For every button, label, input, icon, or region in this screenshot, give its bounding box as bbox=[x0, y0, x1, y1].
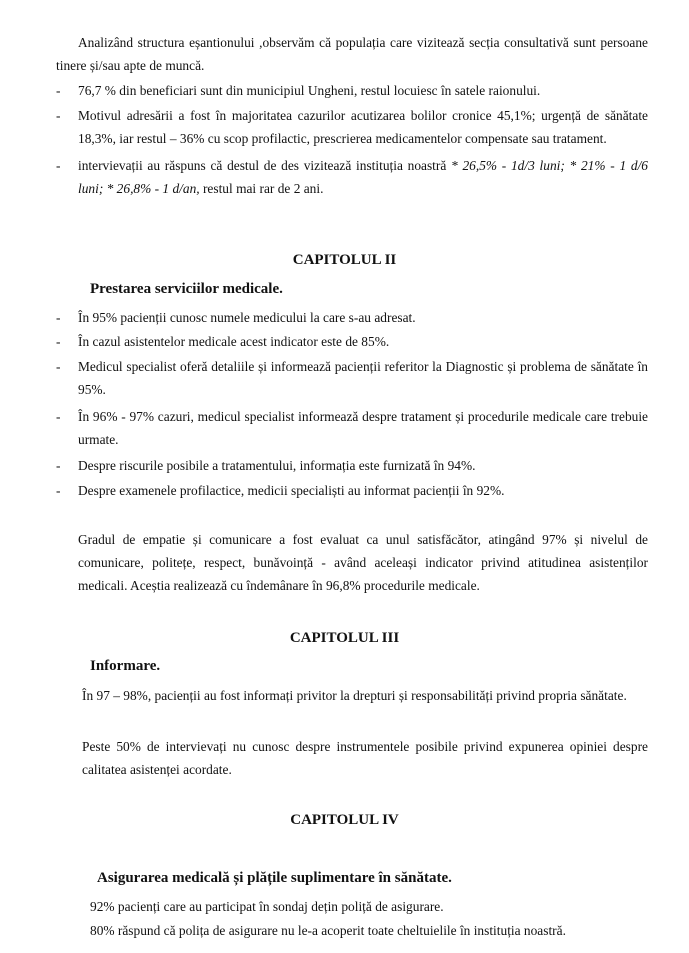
list-dash: - bbox=[56, 158, 61, 173]
info-paragraph: În 97 – 98%, pacienții au fost informați privitor la drepturi și responsabilități privind propria sănătate. bbox=[82, 688, 627, 703]
insurance-line: 92% pacienți care au participat în sondaj dețin poliță de asigurare. bbox=[90, 899, 444, 914]
list-dash: - bbox=[56, 310, 61, 325]
list-dash: - bbox=[56, 458, 61, 473]
list-dash: - bbox=[56, 483, 61, 498]
chapter-subtitle: Prestarea serviciilor medicale. bbox=[90, 281, 283, 297]
intro-paragraph: Analizând structura eșantionului ,observăm că populația care vizitează secția consultativă sunt persoane tinere și/sau apte de muncă. bbox=[56, 35, 648, 73]
list-item-text: În cazul asistentelor medicale acest indicator este de 85%. bbox=[78, 334, 390, 349]
list-item-text: Medicul specialist oferă detaliile și informează pacienții referitor la Diagnostic și problema de sănătate în 95%. bbox=[78, 359, 648, 397]
list-item-text: intervievații au răspuns că destul de des vizitează instituția noastră * 26,5% - 1d/3 luni; * 21% - 1 d/6 luni; * 26,8% - 1 d/an, restul mai rar de 2 ani. bbox=[78, 158, 648, 196]
empathy-paragraph: Gradul de empatie și comunicare a fost evaluat ca unul satisfăcător, atingând 97% și nivelul de comunicare, politețe, respect, bunăvoință - având aceleași indicator privind atitudinea asistenților medicali. Aceștia realizează cu îndemânare în 96,8% procedurile medicale. bbox=[78, 532, 648, 593]
info-paragraph: Peste 50% de intervievați nu cunosc despre instrumentele posibile privind expunerea opiniei despre calitatea asistenței acordate. bbox=[82, 739, 648, 777]
insurance-line: 80% răspund că polița de asigurare nu le-a acoperit toate cheltuielile în instituția noastră. bbox=[90, 923, 566, 938]
chapter-heading: CAPITOLUL III bbox=[289, 630, 400, 646]
list-dash: - bbox=[56, 334, 61, 349]
list-item-text: 76,7 % din beneficiari sunt din municipiul Ungheni, restul locuiesc în satele raionului. bbox=[78, 83, 541, 98]
chapter-subtitle: Informare. bbox=[90, 658, 161, 674]
list-dash: - bbox=[56, 108, 61, 123]
chapter-heading: CAPITOLUL IV bbox=[290, 812, 399, 828]
list-dash: - bbox=[56, 359, 61, 374]
list-dash: - bbox=[56, 83, 61, 98]
list-dash: - bbox=[56, 409, 61, 424]
list-item-text: Despre riscurile posibile a tratamentului, informația este furnizată în 94%. bbox=[78, 458, 476, 473]
visit-frequency-italic: * 26,5% - 1d/3 luni; * 21% - 1 d/6 luni; * 26,8% - 1 d/an, bbox=[78, 158, 648, 196]
list-item-text: În 96% - 97% cazuri, medicul specialist informează despre tratament și procedurile medicale care trebuie urmate. bbox=[78, 409, 648, 447]
chapter-heading: CAPITOLUL II bbox=[292, 252, 397, 268]
list-item-text: Despre examenele profilactice, medicii specialiști au informat pacienții în 92%. bbox=[78, 483, 505, 498]
list-item-text: Motivul adresării a fost în majoritatea cazurilor acutizarea bolilor cronice 45,1%; urgență de sănătate 18,3%, iar restul – 36% cu scop profilactic, prescrierea medicamentelor compensate sau tratament. bbox=[78, 108, 648, 146]
list-item-text: În 95% pacienții cunosc numele medicului la care s-au adresat. bbox=[78, 310, 416, 325]
chapter-subtitle: Asigurarea medicală și plățile suplimentare în sănătate. bbox=[97, 870, 452, 886]
